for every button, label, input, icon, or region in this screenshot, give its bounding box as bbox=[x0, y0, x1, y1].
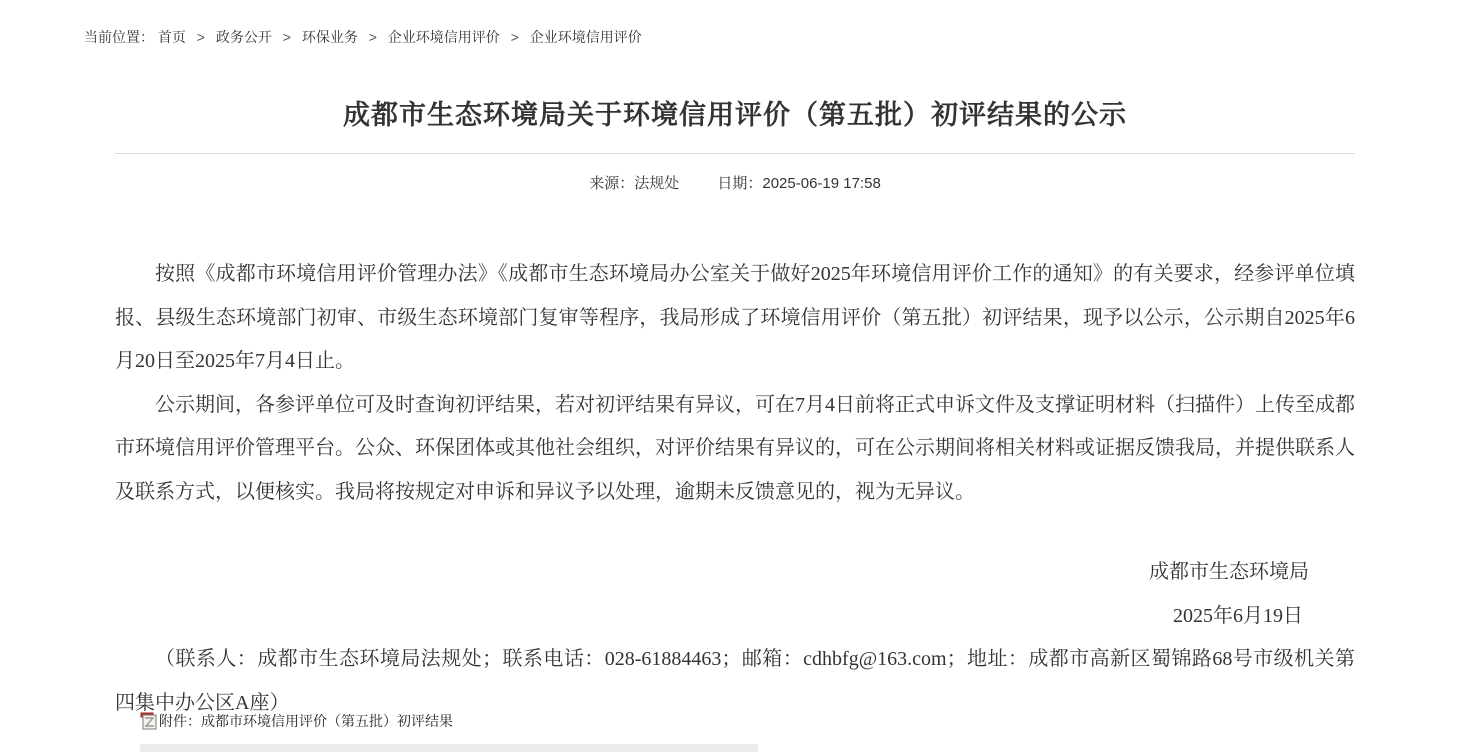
title-divider bbox=[115, 153, 1355, 154]
body-paragraph-2: 公示期间，各参评单位可及时查询初评结果，若对初评结果有异议，可在7月4日前将正式申诉文件及支撑证明材料（扫描件）上传至成都市环境信用评价管理平台。公众、环保团体或其他社会组织，对评价结果有异议的，可在公示期间将相关材料或证据反馈我局，并提供联系人及联系方式，以便核实。我局将按规定对申诉和异议予以处理，逾期未反馈意见的，视为无异议。 bbox=[115, 393, 1355, 503]
attachment-row bbox=[140, 711, 453, 731]
page-title: 成都市生态环境局关于环境信用评价（第五批）初评结果的公示 bbox=[343, 100, 1127, 130]
breadcrumb-item-home[interactable]: 首页 bbox=[157, 29, 186, 45]
breadcrumb-separator: > bbox=[510, 29, 519, 45]
breadcrumb-item-gov-info[interactable]: 政务公开 bbox=[215, 29, 272, 45]
article-body bbox=[115, 253, 1355, 514]
breadcrumb-item-env-business[interactable]: 环保业务 bbox=[301, 29, 358, 45]
article-source: 来源：法规处 bbox=[589, 175, 680, 192]
breadcrumb-item-credit-eval[interactable]: 企业环境信用评价 bbox=[387, 29, 500, 45]
signature-org: 成都市生态环境局 bbox=[1149, 561, 1309, 583]
article-meta bbox=[115, 172, 1355, 193]
breadcrumb-separator: > bbox=[368, 29, 377, 45]
breadcrumb-item-current[interactable]: 企业环境信用评价 bbox=[529, 29, 642, 45]
breadcrumb-separator: > bbox=[196, 29, 205, 45]
bottom-partial-bar bbox=[140, 744, 758, 752]
breadcrumb-label: 当前位置： bbox=[84, 29, 154, 45]
article bbox=[115, 0, 1355, 725]
contact-info: （联系人：成都市生态环境局法规处；联系电话：028-61884463；邮箱：cdhbfg@163.com；地址：成都市高新区蜀锦路68号市级机关第四集中办公区A座） bbox=[115, 648, 1355, 714]
signature-block bbox=[115, 551, 1355, 638]
body-paragraph-1: 按照《成都市环境信用评价管理办法》《成都市生态环境局办公室关于做好2025年环境信用评价工作的通知》的有关要求，经参评单位填报、县级生态环境部门初审、市级生态环境部门复审等程序，我局形成了环境信用评价（第五批）初评结果，现予以公示，公示期自2025年6月20日至2025年7月4日止。 bbox=[115, 263, 1355, 372]
pdf-file-icon bbox=[140, 712, 157, 730]
attachment-link[interactable]: 附件：成都市环境信用评价（第五批）初评结果 bbox=[159, 713, 453, 729]
breadcrumb-separator: > bbox=[282, 29, 291, 45]
article-date: 日期：2025-06-19 17:58 bbox=[717, 175, 881, 192]
signature-date: 2025年6月19日 bbox=[1173, 604, 1303, 627]
